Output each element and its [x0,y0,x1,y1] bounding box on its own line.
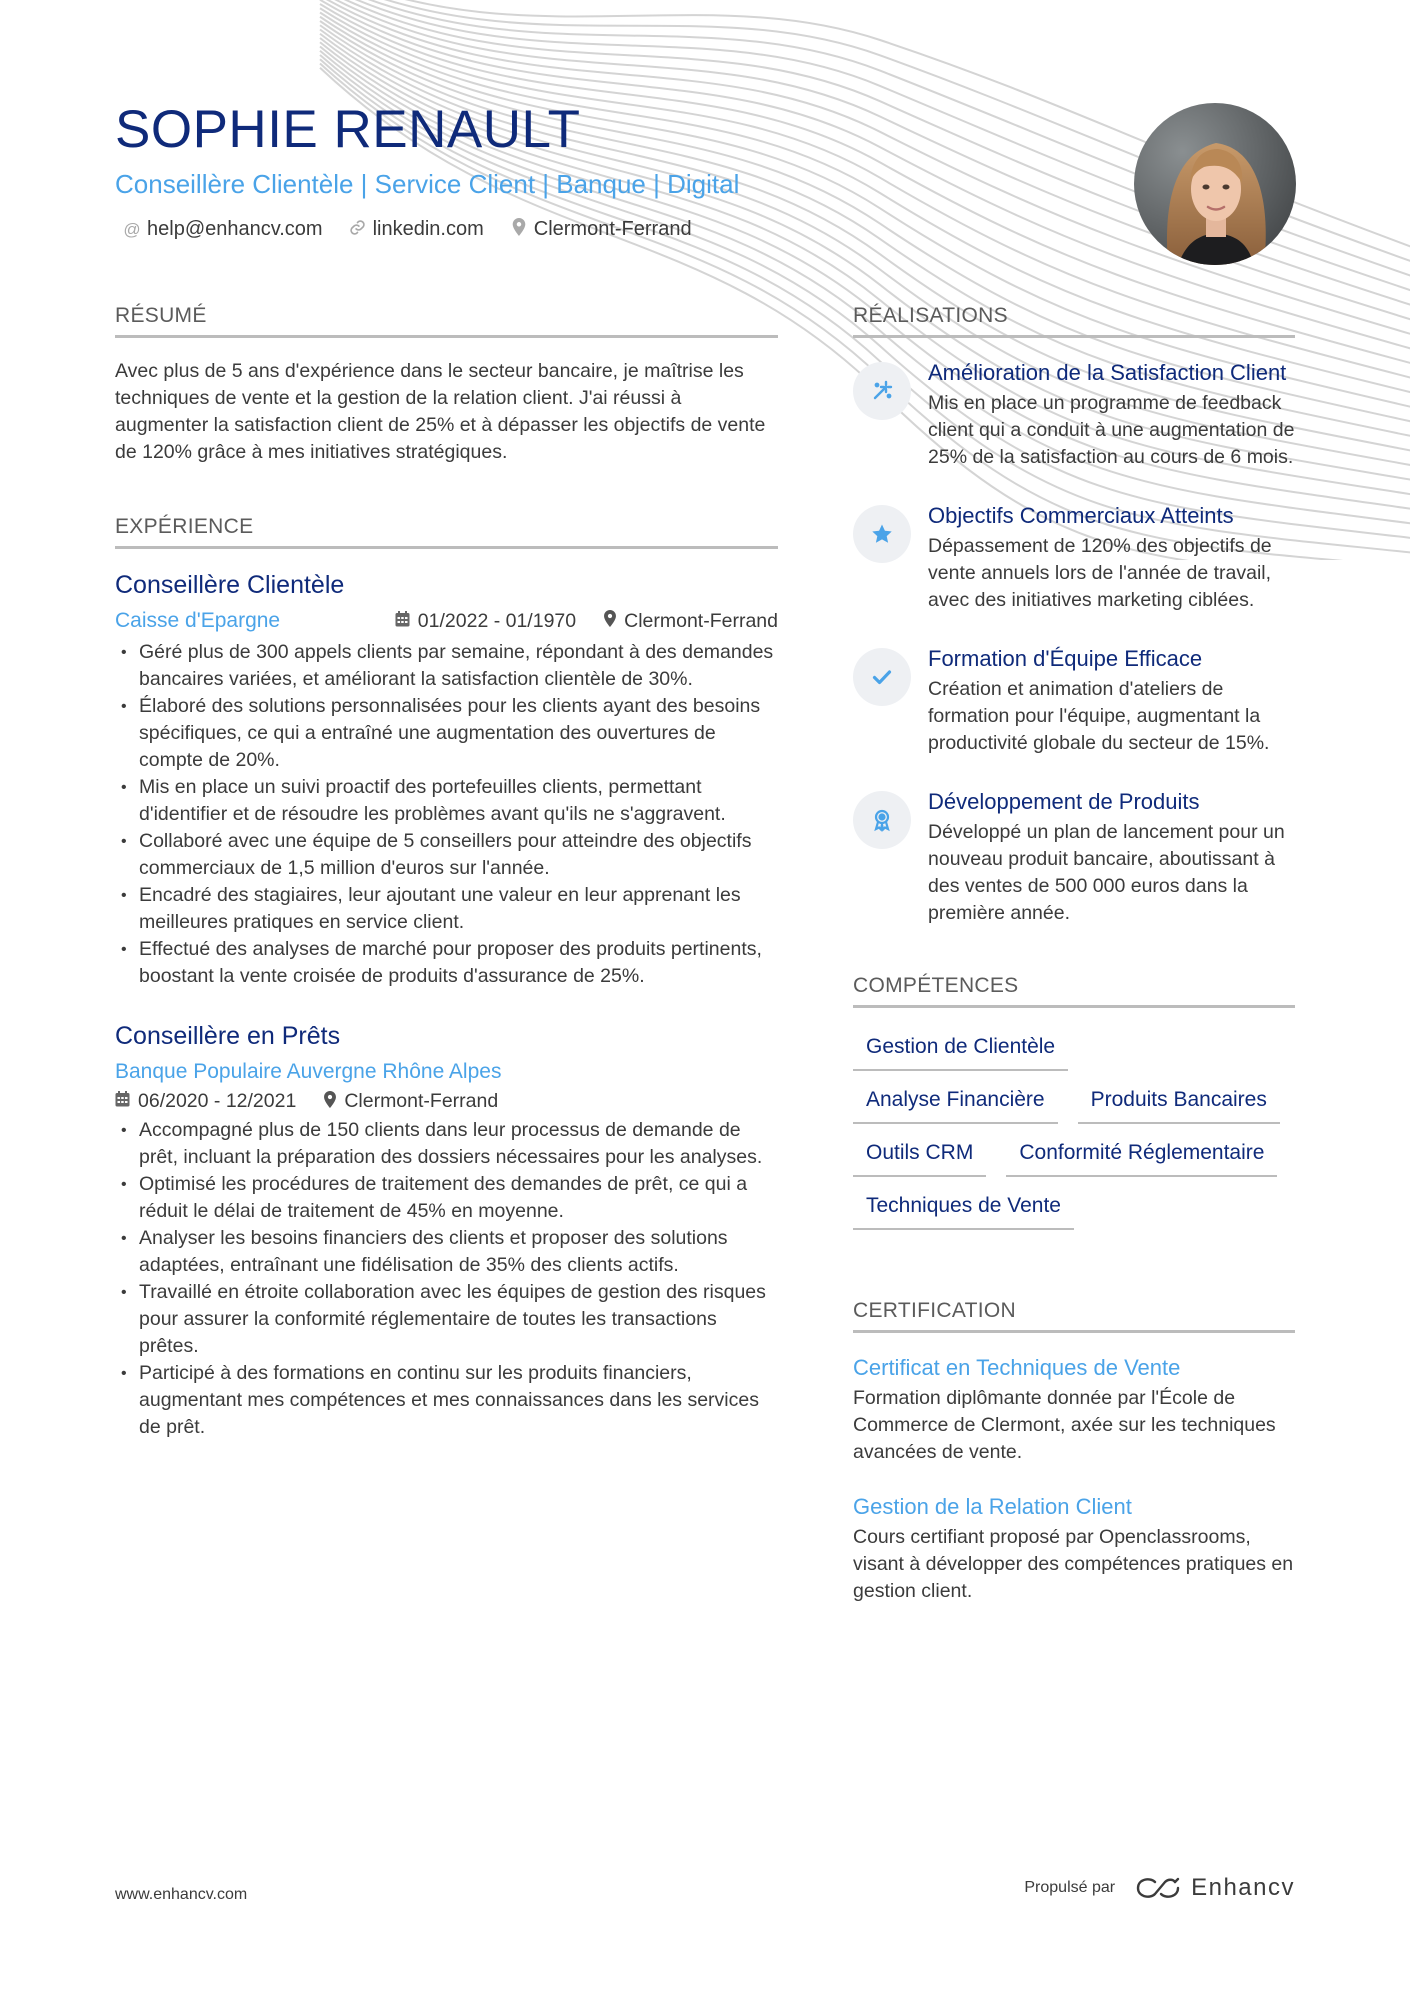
bullet-item: • Effectué des analyses de marché pour proposer des produits pertinents, boostant la vente croisée de produits d'assurance de 25%. [115,936,778,990]
certification-title: Gestion de la Relation Client [853,1494,1132,1519]
location-pin-icon [324,1091,336,1113]
bullet-item: • Élaboré des solutions personnalisées pour les clients ayant des besoins spécifiques, ce qui a entraîné une augmentation des ouvertures de compte de 20%. [115,693,778,774]
bullet-item: • Géré plus de 300 appels clients par semaine, répondant à des demandes bancaires variées, et améliorant la satisfaction clientèle de 30%. [115,639,778,693]
at-icon: @ [123,219,141,239]
job-meta-row [115,607,778,635]
certification-item [853,1353,1295,1466]
achievement-content [928,787,1295,927]
achievement-content [928,358,1295,471]
achievement-item [853,787,1295,927]
job-location [324,1090,498,1113]
achievements-heading: RÉALISATIONS [853,303,1295,338]
certification-desc: Formation diplômante donnée par l'École de Commerce de Clermont, axée sur les techniques avancées de vente. [853,1387,1276,1463]
right-column [853,303,1295,1631]
certification-heading: CERTIFICATION [853,1298,1295,1333]
location-text: Clermont-Ferrand [533,218,692,240]
achievement-title: Développement de Produits [928,789,1200,814]
achievement-desc: Création et animation d'ateliers de formation pour l'équipe, augmentant la productivité globale du secteur de 15%. [928,678,1270,754]
achievement-desc: Dépassement de 120% des objectifs de vente annuels lors de l'année de travail, avec des initiatives marketing ciblées. [928,535,1272,611]
job-title: Conseillère Clientèle [115,571,345,599]
contact-email[interactable] [123,218,323,241]
skills-list [853,1034,1295,1230]
job-location-text: Clermont-Ferrand [624,609,778,632]
job-dates [395,610,576,633]
job-dates-text: 01/2022 - 01/1970 [417,609,577,632]
skill-tag: Techniques de Vente [853,1193,1074,1230]
magic-wand-icon [853,362,911,420]
bullet-item: • Collaboré avec une équipe de 5 conseillers pour atteindre des objectifs commerciaux de 1,5 million d'euros sur l'année. [115,828,778,882]
candidate-headline: Conseillère Clientèle | Service Client | Banque | Digital [115,169,740,199]
resume-header [115,100,1115,241]
email-text: help@enhancv.com [147,218,323,240]
calendar-icon [395,611,410,632]
footer-website[interactable]: www.enhancv.com [115,1886,248,1903]
footer-branding [1024,1874,1295,1902]
achievement-content [928,644,1295,757]
star-icon [853,505,911,563]
skill-tag: Produits Bancaires [1078,1087,1280,1124]
certification-item [853,1492,1295,1605]
brand-name: Enhancv [1191,1874,1295,1901]
achievement-item [853,644,1295,757]
certification-title: Certificat en Techniques de Vente [853,1355,1181,1380]
skill-tag: Analyse Financière [853,1087,1058,1124]
location-pin-icon [510,218,528,241]
powered-by-text: Propulsé par [1024,1879,1116,1896]
skill-tag: Gestion de Clientèle [853,1034,1068,1071]
contact-linkedin[interactable] [349,218,484,241]
bullet-item: • Mis en place un suivi proactif des portefeuilles clients, permettant d'identifier et de résoudre les problèmes avant qu'ils ne s'aggravent. [115,774,778,828]
experience-heading: EXPÉRIENCE [115,514,778,549]
job-location [604,610,778,633]
left-column [115,303,778,1471]
bullet-item: • Encadré des stagiaires, leur ajoutant une valeur en leur apprenant les meilleures pratiques en service client. [115,882,778,936]
summary-text: Avec plus de 5 ans d'expérience dans le secteur bancaire, je maîtrise les techniques de vente et la gestion de la relation client. J'ai réussi à augmenter la satisfaction client de 25% et à dépasser les objectifs de vente de 120% grâce à mes initiatives stratégiques. [115,360,766,463]
achievement-desc: Développé un plan de lancement pour un nouveau produit bancaire, aboutissant à des ventes de 500 000 euros dans la première année. [928,821,1285,924]
job-dates [115,1090,296,1113]
job-entry [115,569,778,990]
location-pin-icon [604,610,616,632]
enhancv-logo-icon [1135,1876,1181,1900]
job-dates-text: 06/2020 - 12/2021 [138,1090,297,1112]
profile-photo [1134,103,1296,265]
achievement-item [853,501,1295,614]
job-bullets [115,639,778,990]
enhancv-logo[interactable] [1135,1874,1295,1902]
checkmark-icon [853,648,911,706]
job-company: Caisse d'Epargne [115,609,281,632]
candidate-name: SOPHIE RENAULT [115,100,581,159]
award-badge-icon [853,791,911,849]
bullet-item: • Travaillé en étroite collaboration avec les équipes de gestion des risques pour assurer la conformité réglementaire de toutes les transactions prêtes. [115,1279,778,1360]
achievement-title: Objectifs Commerciaux Atteints [928,503,1234,528]
skill-tag: Outils CRM [853,1140,986,1177]
achievement-desc: Mis en place un programme de feedback client qui a conduit à une augmentation de 25% de la satisfaction au cours de 6 mois. [928,392,1295,468]
job-meta [395,610,778,633]
skills-heading: COMPÉTENCES [853,973,1295,1008]
contact-info [115,218,1115,241]
bullet-item: • Optimisé les procédures de traitement des demandes de prêt, ce qui a réduit le délai de traitement de 45% en moyenne. [115,1171,778,1225]
linkedin-text: linkedin.com [372,218,484,240]
skill-tag: Conformité Réglementaire [1006,1140,1277,1177]
job-entry [115,1020,778,1441]
certification-desc: Cours certifiant proposé par Openclassrooms, visant à développer des compétences pratiques en gestion client. [853,1526,1294,1602]
link-icon [349,219,367,241]
achievement-item [853,358,1295,471]
achievement-title: Amélioration de la Satisfaction Client [928,360,1287,385]
calendar-icon [115,1091,130,1112]
bullet-item: • Analyser les besoins financiers des clients et proposer des solutions adaptées, entraînant une fidélisation de 35% des clients actifs. [115,1225,778,1279]
summary-heading: RÉSUMÉ [115,303,778,338]
achievement-content [928,501,1295,614]
achievement-title: Formation d'Équipe Efficace [928,646,1203,671]
job-bullets [115,1117,778,1441]
job-meta [115,1090,778,1113]
job-location-text: Clermont-Ferrand [344,1090,499,1112]
job-company: Banque Populaire Auvergne Rhône Alpes [115,1060,502,1083]
job-title: Conseillère en Prêts [115,1022,341,1050]
contact-location [510,218,692,241]
bullet-item: • Participé à des formations en continu sur les produits financiers, augmentant mes compétences et mes connaissances dans les services de prêt. [115,1360,778,1441]
bullet-item: • Accompagné plus de 150 clients dans leur processus de demande de prêt, incluant la préparation des dossiers nécessaires pour les analyses. [115,1117,778,1171]
